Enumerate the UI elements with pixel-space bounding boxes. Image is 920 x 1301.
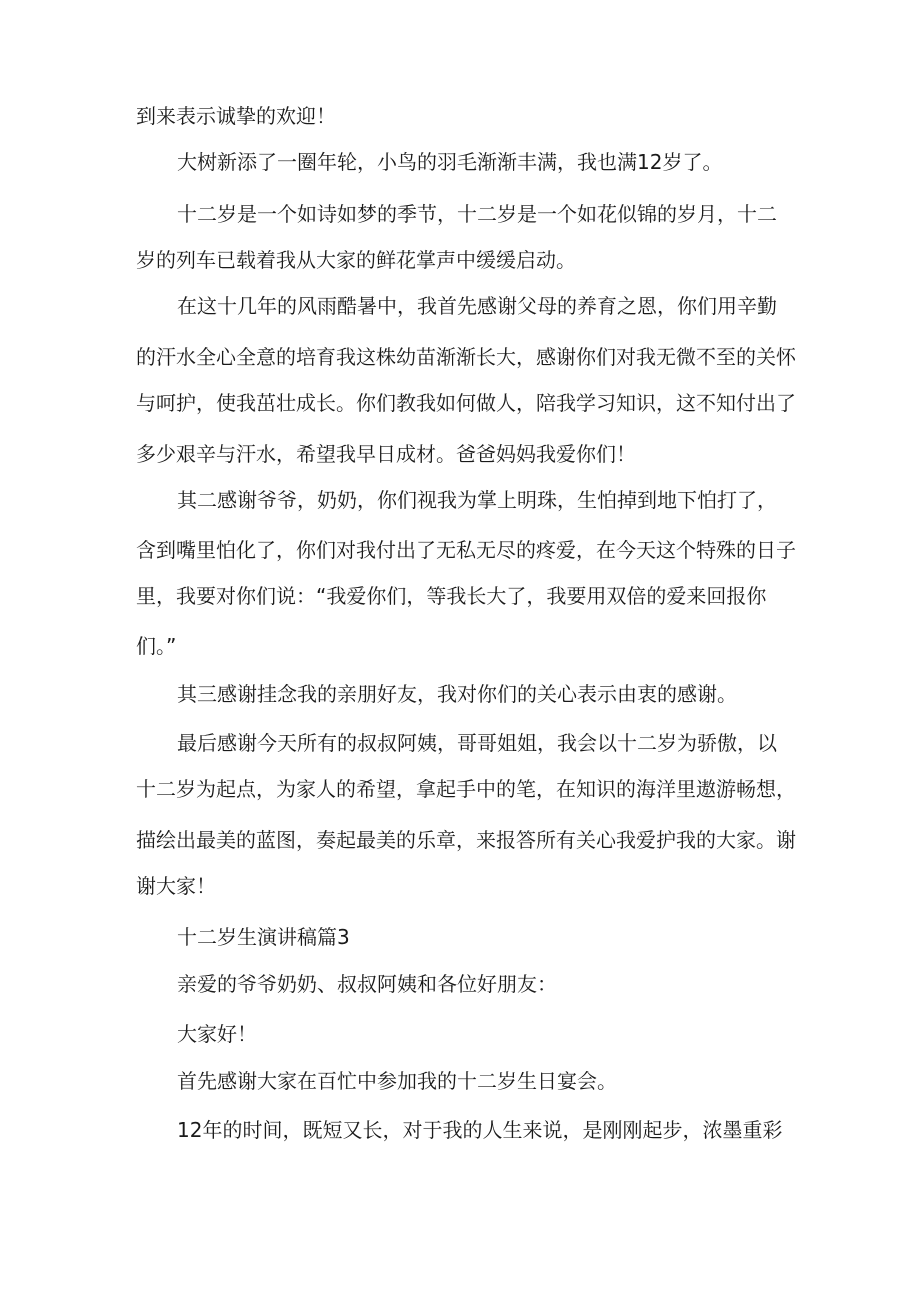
text-line: 描绘出最美的蓝图，奏起最美的乐章，来报答所有关心我爱护我的大家。谢 [136,828,796,852]
text-line: 十二岁为起点，为家人的希望，拿起手中的笔，在知识的海洋里遨游畅想， [136,777,796,801]
text-line: 十二岁是一个如诗如梦的季节，十二岁是一个如花似锦的岁月，十二 [177,202,777,226]
text-line: 到来表示诚挚的欢迎！ [136,104,336,128]
text-line: 大家好！ [177,1022,257,1046]
text-line: 大树新添了一圈年轮，小鸟的羽毛渐渐丰满，我也满12岁了。 [177,150,723,174]
text-line: 最后感谢今天所有的叔叔阿姨，哥哥姐姐，我会以十二岁为骄傲，以 [177,731,777,755]
text-line: 12年的时间，既短又长，对于我的人生来说，是刚刚起步，浓墨重彩 [177,1118,783,1142]
text-line: 谢大家！ [136,874,216,898]
text-line: 的汗水全心全意的培育我这株幼苗渐渐长大，感谢你们对我无微不至的关怀 [136,345,796,369]
text-line: 在这十几年的风雨酷暑中，我首先感谢父母的养育之恩，你们用辛勤 [177,294,777,318]
text-line: 其三感谢挂念我的亲朋好友，我对你们的关心表示由衷的感谢。 [177,682,737,706]
text-line: 含到嘴里怕化了，你们对我付出了无私无尽的疼爱，在今天这个特殊的日子 [136,538,796,562]
section-heading: 十二岁生演讲稿篇3 [177,925,350,949]
text-line: 其二感谢爷爷，奶奶，你们视我为掌上明珠，生怕掉到地下怕打了， [177,488,777,512]
text-line: 亲爱的爷爷奶奶、叔叔阿姨和各位好朋友： [177,972,557,996]
text-line: 首先感谢大家在百忙中参加我的十二岁生日宴会。 [177,1069,617,1093]
text-line: 与呵护，使我茁壮成长。你们教我如何做人，陪我学习知识，这不知付出了 [136,391,796,415]
text-line: 多少艰辛与汗水，希望我早日成材。爸爸妈妈我爱你们！ [136,442,636,466]
text-line: 里，我要对你们说：“我爱你们，等我长大了，我要用双倍的爱来回报你 [136,584,767,608]
text-line: 们。” [136,634,177,658]
text-line: 岁的列车已载着我从大家的鲜花掌声中缓缓启动。 [136,248,576,272]
